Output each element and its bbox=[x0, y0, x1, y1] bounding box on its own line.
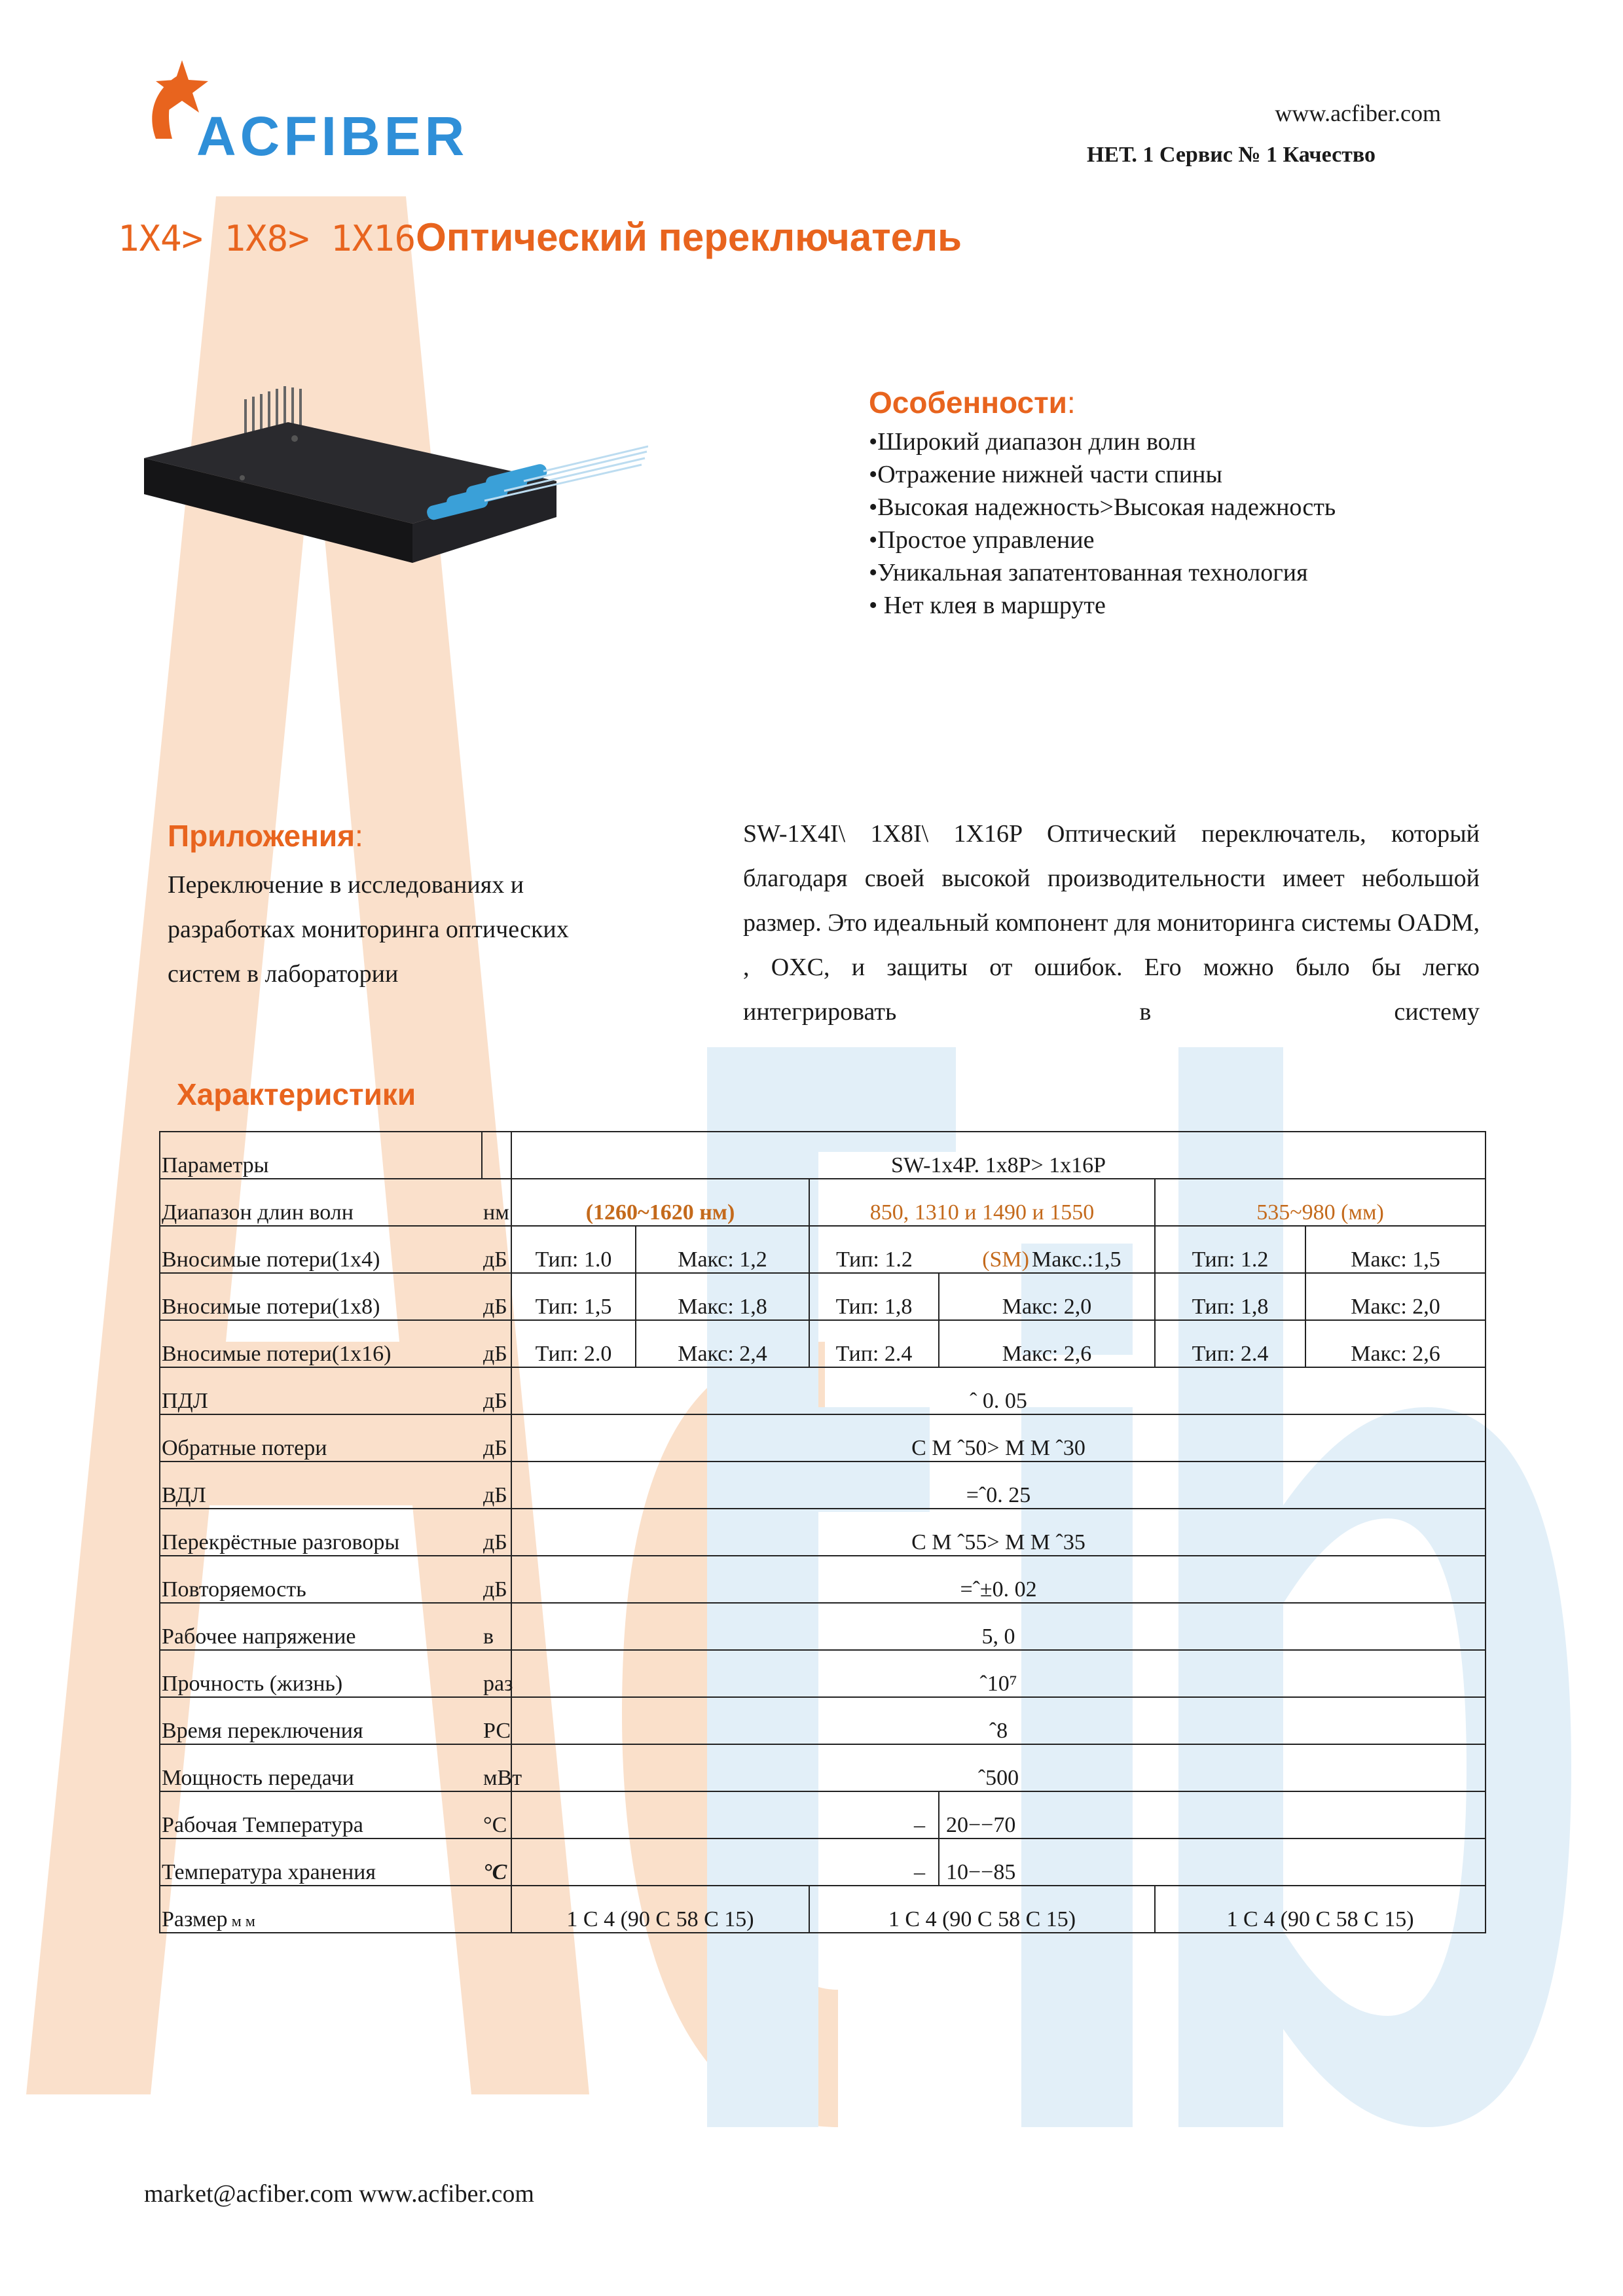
applications-heading bbox=[168, 818, 613, 853]
table-row bbox=[160, 1132, 1486, 1179]
table-cell-unit: дБ bbox=[482, 1414, 511, 1462]
table-cell-param: Рабочая Температура bbox=[160, 1791, 482, 1839]
table-cell-value: =ˆ±0. 02 bbox=[511, 1556, 1486, 1603]
optical-switch-product-image bbox=[137, 386, 648, 583]
table-cell-value: Тип: 1,8 bbox=[1155, 1273, 1305, 1320]
table-cell-param: Вносимые потери(1x16) bbox=[160, 1320, 482, 1367]
table-cell-param: Температура хранения bbox=[160, 1839, 482, 1886]
characteristics-heading: Характеристики bbox=[177, 1077, 416, 1111]
table-cell-value: 10−−85 bbox=[939, 1839, 1486, 1886]
table-cell-unit: мВт bbox=[482, 1744, 511, 1791]
table-cell-param: ВДЛ bbox=[160, 1462, 482, 1509]
footer-contacts[interactable]: market@acfiber.com www.acfiber.com bbox=[144, 2180, 534, 2208]
table-row bbox=[160, 1414, 1486, 1462]
table-cell-value: Тип: 1,5 bbox=[511, 1273, 636, 1320]
table-cell-range: 535~980 (мм) bbox=[1155, 1179, 1486, 1226]
features-heading-colon: : bbox=[1067, 386, 1076, 420]
applications-heading-text: Приложения bbox=[168, 819, 356, 853]
table-cell-unit: дБ bbox=[482, 1509, 511, 1556]
table-cell-param: Повторяемость bbox=[160, 1556, 482, 1603]
table-cell-value: Макс: 1,5 bbox=[1305, 1226, 1486, 1273]
features-heading-text: Особенности bbox=[869, 386, 1067, 420]
table-row bbox=[160, 1179, 1486, 1226]
table-cell-range: (1260~1620 нм) bbox=[511, 1179, 809, 1226]
applications-heading-colon: : bbox=[355, 819, 363, 853]
features-heading bbox=[869, 385, 1336, 420]
table-cell-unit: раз bbox=[482, 1650, 511, 1697]
table-cell-unit: РС bbox=[482, 1697, 511, 1744]
feature-item: •Простое управление bbox=[869, 526, 1095, 554]
table-cell-param: Вносимые потери(1x8) bbox=[160, 1273, 482, 1320]
table-cell-value: Макс: 2,0 bbox=[939, 1273, 1155, 1320]
applications-text: Переключение в исследованиях и разработках мониторинга оптических систем в лаборатории bbox=[168, 871, 569, 988]
feature-item: •Отражение нижней части спины bbox=[869, 461, 1222, 488]
table-cell-param: Время переключения bbox=[160, 1697, 482, 1744]
table-row bbox=[160, 1273, 1486, 1320]
table-cell-param: Перекрёстные разговоры bbox=[160, 1509, 482, 1556]
table-cell-value: =ˆ0. 25 bbox=[511, 1462, 1486, 1509]
table-row bbox=[160, 1320, 1486, 1367]
table-row bbox=[160, 1556, 1486, 1603]
feature-item: •Уникальная запатентованная технология bbox=[869, 559, 1308, 586]
table-cell-param: Рабочее напряжение bbox=[160, 1603, 482, 1650]
header-slogan: НЕТ. 1 Сервис № 1 Качество bbox=[1086, 143, 1376, 167]
table-cell-value: Макс: 2,6 bbox=[939, 1320, 1155, 1367]
page-title bbox=[118, 215, 962, 260]
table-cell-param: Параметры bbox=[160, 1132, 482, 1179]
table-cell-value: С М ˆ55> М М ˆ35 bbox=[511, 1509, 1486, 1556]
table-cell-value: Тип: 1.0 bbox=[511, 1226, 636, 1273]
table-cell-value: Тип: 1,8 bbox=[809, 1273, 939, 1320]
table-cell-unit: дБ bbox=[482, 1367, 511, 1414]
table-cell-value: Макс: 2,6 bbox=[1305, 1320, 1486, 1367]
table-row bbox=[160, 1367, 1486, 1414]
table-cell-param: Вносимые потери(1x4) bbox=[160, 1226, 482, 1273]
table-cell-param: ПДЛ bbox=[160, 1367, 482, 1414]
table-cell-unit: дБ bbox=[482, 1273, 511, 1320]
table-cell-value: ˆ500 bbox=[511, 1744, 1486, 1791]
table-cell-value: 5, 0 bbox=[511, 1603, 1486, 1650]
applications-section bbox=[168, 818, 613, 996]
features-section bbox=[869, 385, 1336, 622]
table-row bbox=[160, 1839, 1486, 1886]
specifications-table bbox=[159, 1131, 1486, 1933]
table-row bbox=[160, 1886, 1486, 1933]
size-unit: м м bbox=[231, 1913, 255, 1930]
table-cell-value: Макс.:1,5 bbox=[1030, 1226, 1155, 1273]
table-cell-unit: дБ bbox=[482, 1556, 511, 1603]
table-cell-unit: дБ bbox=[482, 1320, 511, 1367]
table-cell-value: ˆ 0. 05 bbox=[511, 1367, 1486, 1414]
feature-item: • Нет клея в маршруте bbox=[869, 592, 1106, 619]
table-cell-note: (SM) bbox=[939, 1226, 1030, 1273]
table-cell-value: ˆ10⁷ bbox=[511, 1650, 1486, 1697]
table-cell-value: Макс: 2,4 bbox=[636, 1320, 809, 1367]
table-cell-value: Тип: 2.4 bbox=[1155, 1320, 1305, 1367]
table-cell-param: Диапазон длин волн bbox=[160, 1179, 482, 1226]
acfiber-logo bbox=[143, 60, 483, 165]
table-cell-value: 1 С 4 (90 С 58 С 15) bbox=[511, 1886, 809, 1933]
title-model-codes: 1X4> 1X8> 1X16 bbox=[118, 218, 416, 259]
table-cell-value: Тип: 1.2 bbox=[1155, 1226, 1305, 1273]
table-cell-dash: – bbox=[511, 1839, 939, 1886]
table-row bbox=[160, 1226, 1486, 1273]
table-cell-unit: дБ bbox=[482, 1226, 511, 1273]
table-cell-value: 20−−70 bbox=[939, 1791, 1486, 1839]
table-row bbox=[160, 1697, 1486, 1744]
table-cell-value: Макс: 1,8 bbox=[636, 1273, 809, 1320]
table-cell-param: Обратные потери bbox=[160, 1414, 482, 1462]
table-cell-value: Тип: 2.0 bbox=[511, 1320, 636, 1367]
table-cell-value: Тип: 1.2 bbox=[809, 1226, 939, 1273]
table-row bbox=[160, 1791, 1486, 1839]
table-cell-model: SW-1x4P. 1x8P> 1x16P bbox=[511, 1132, 1486, 1179]
table-cell-param: Мощность передачи bbox=[160, 1744, 482, 1791]
table-cell-range: 850, 1310 и 1490 и 1550 bbox=[809, 1179, 1155, 1226]
table-cell-value: Макс: 2,0 bbox=[1305, 1273, 1486, 1320]
table-cell-value: 1 С 4 (90 С 58 С 15) bbox=[809, 1886, 1155, 1933]
table-row bbox=[160, 1650, 1486, 1697]
logo-text: ACFIBER bbox=[196, 105, 469, 167]
product-description: SW-1X4I\ 1X8I\ 1X16P Оптический переключатель, который благодаря своей высокой производительности имеет небольшой размер. Это идеальный компонент для мониторинга системы OADM, , OXC, и защиты от ошибок. Его можно было бы легко интегрировать в систему bbox=[743, 820, 1480, 1026]
title-text: Оптический переключатель bbox=[416, 215, 962, 259]
table-row bbox=[160, 1509, 1486, 1556]
table-row bbox=[160, 1603, 1486, 1650]
table-cell-unit: дБ bbox=[482, 1462, 511, 1509]
table-row bbox=[160, 1744, 1486, 1791]
table-cell-unit: °С bbox=[482, 1839, 511, 1886]
table-cell-value: 1 С 4 (90 С 58 С 15) bbox=[1155, 1886, 1486, 1933]
table-cell-param bbox=[160, 1886, 482, 1933]
features-list bbox=[869, 425, 1336, 622]
table-cell-unit: нм bbox=[482, 1179, 511, 1226]
table-cell-value: ˆ8 bbox=[511, 1697, 1486, 1744]
table-cell-dash: – bbox=[511, 1791, 939, 1839]
size-label: Размер bbox=[162, 1907, 228, 1931]
feature-item: •Высокая надежность>Высокая надежность bbox=[869, 493, 1336, 521]
table-cell-param: Прочность (жизнь) bbox=[160, 1650, 482, 1697]
table-cell-value: С М ˆ50> М М ˆ30 bbox=[511, 1414, 1486, 1462]
table-row bbox=[160, 1462, 1486, 1509]
table-cell-unit: °С bbox=[482, 1791, 511, 1839]
table-cell-value: Тип: 2.4 bbox=[809, 1320, 939, 1367]
feature-item: •Широкий диапазон длин волн bbox=[869, 428, 1196, 456]
table-cell-value: Макс: 1,2 bbox=[636, 1226, 809, 1273]
table-cell-unit: в bbox=[482, 1603, 511, 1650]
header-website[interactable]: www.acfiber.com bbox=[1275, 100, 1441, 126]
